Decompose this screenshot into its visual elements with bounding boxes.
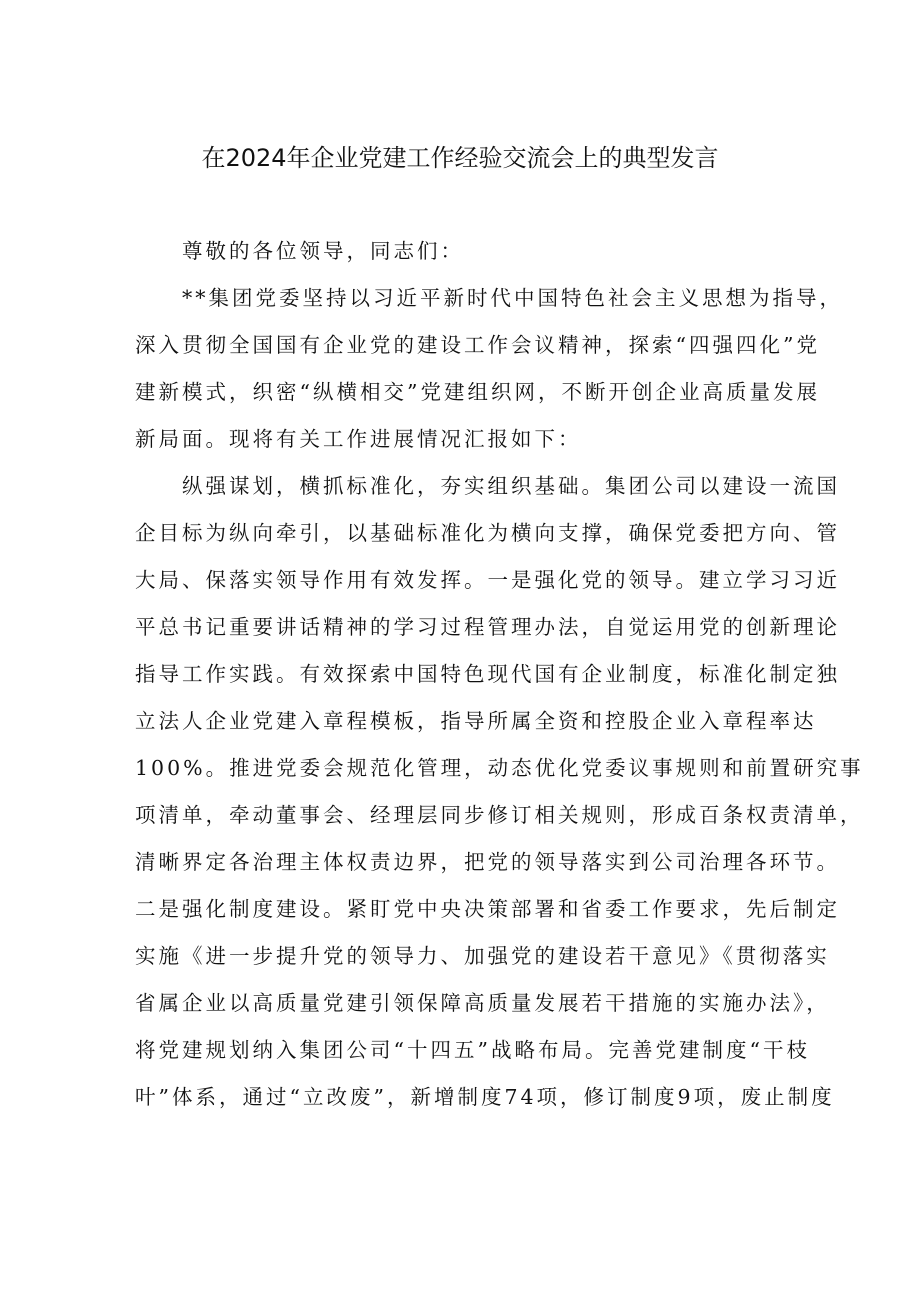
paragraph-line: 新局面。现将有关工作进展情况汇报如下：	[135, 427, 582, 451]
paragraph-line: 立法人企业党建入章程模板，指导所属全资和控股企业入章程率达	[135, 709, 817, 733]
paragraph-line: **集团党委坚持以习近平新时代中国特色社会主义思想为指导，	[135, 286, 843, 310]
paragraph-line: 叶”体系，通过“立改废”，新增制度74项，修订制度9项，废止制度	[135, 1085, 835, 1109]
paragraph-line: 深入贯彻全国国有企业党的建设工作会议精神，探索“四强四化”党	[135, 333, 820, 357]
paragraph-line: 二是强化制度建设。紧盯党中央决策部署和省委工作要求，先后制定	[135, 897, 840, 921]
paragraph-line: 建新模式，织密“纵横相交”党建组织网，不断开创企业高质量发展	[135, 380, 820, 404]
paragraph-line: 项清单，牵动董事会、经理层同步修订相关规则，形成百条权责清单，	[135, 803, 864, 827]
paragraph-line: 纵强谋划，横抓标准化，夯实组织基础。集团公司以建设一流国	[135, 474, 840, 498]
paragraph-line: 企目标为纵向牵引，以基础标准化为横向支撑，确保党委把方向、管	[135, 521, 840, 545]
paragraph-line: 大局、保落实领导作用有效发挥。一是强化党的领导。建立学习习近	[135, 568, 840, 592]
document-body	[135, 228, 864, 1121]
paragraph-line: 100%。推进党委会规范化管理，动态优化党委议事规则和前置研究事	[135, 756, 864, 780]
paragraph-line: 平总书记重要讲话精神的学习过程管理办法，自觉运用党的创新理论	[135, 615, 840, 639]
paragraph-line: 清晰界定各治理主体权责边界，把党的领导落实到公司治理各环节。	[135, 850, 840, 874]
paragraph-line: 实施《进一步提升党的领导力、加强党的建设若干意见》《贯彻落实	[135, 944, 830, 968]
document-title: 在2024年企业党建工作经验交流会上的典型发言	[201, 144, 719, 172]
paragraph-line: 将党建规划纳入集团公司“十四五”战略布局。完善党建制度“干枝	[135, 1038, 810, 1062]
paragraph-line: 省属企业以高质量党建引领保障高质量发展若干措施的实施办法》，	[135, 991, 830, 1015]
greeting-line: 尊敬的各位领导，同志们：	[135, 239, 464, 263]
paragraph-line: 指导工作实践。有效探索中国特色现代国有企业制度，标准化制定独	[135, 662, 840, 686]
